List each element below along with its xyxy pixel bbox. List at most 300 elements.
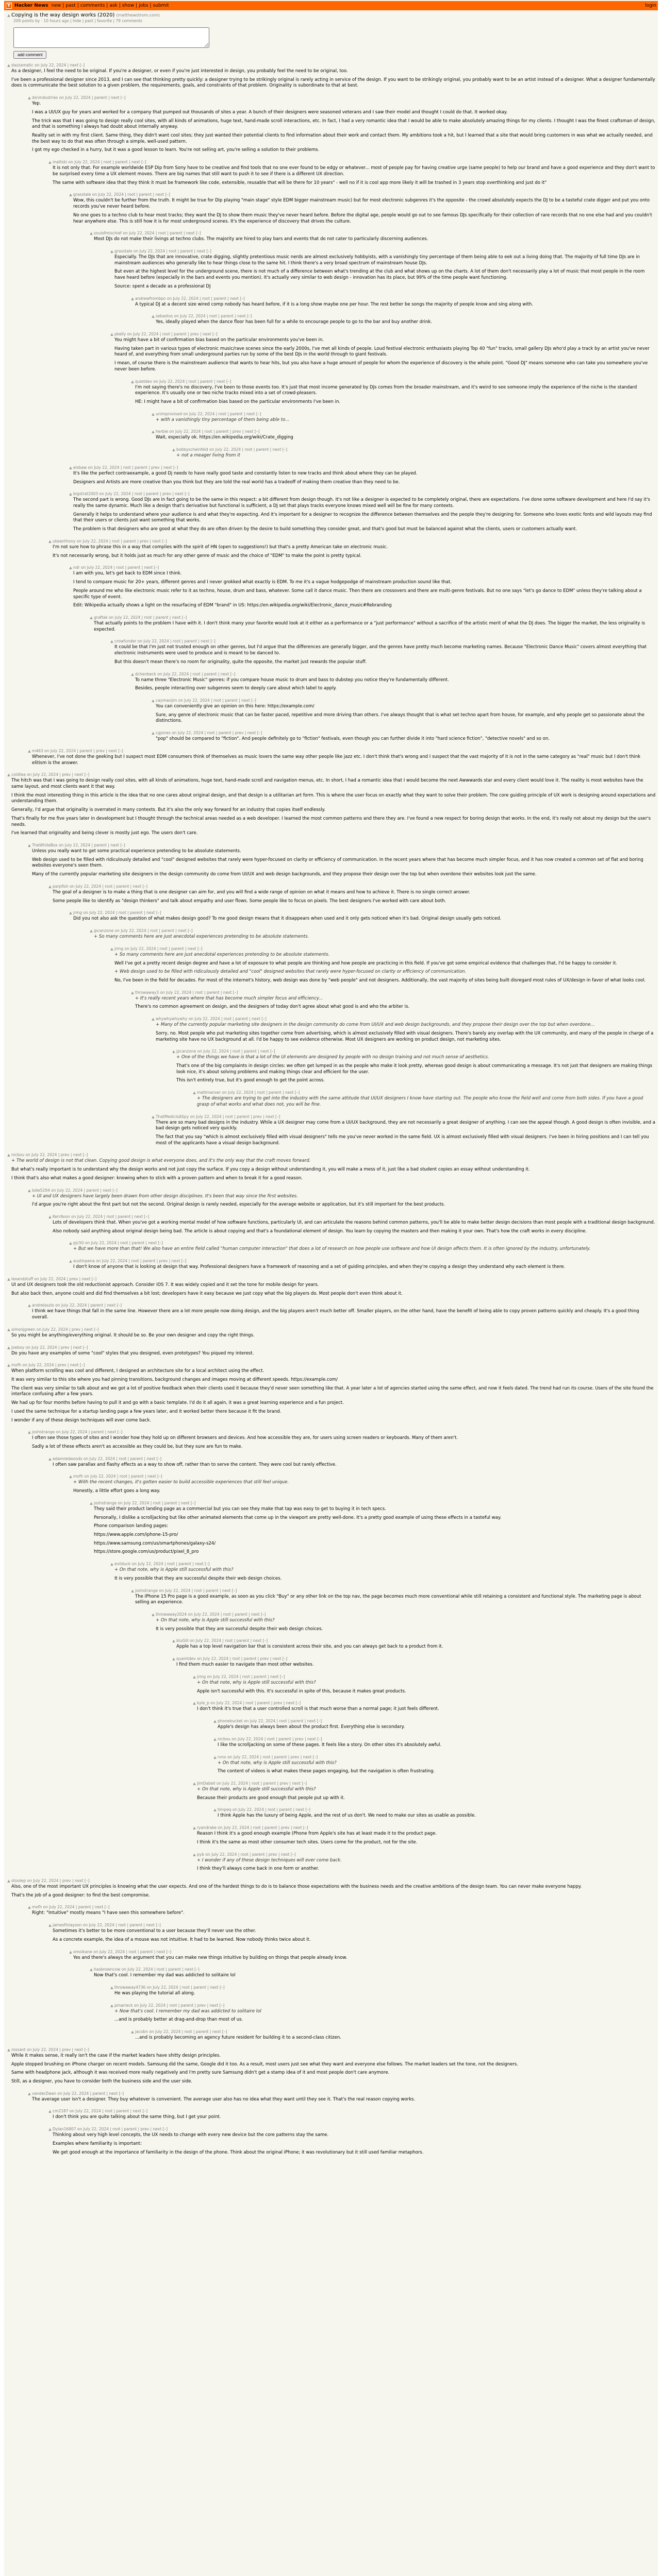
comment-head[interactable]: nicbou on July 22, 2024 | prev | next [–] — [11, 1153, 88, 1158]
upvote-icon[interactable]: ▲ — [7, 63, 10, 67]
comment-head[interactable]: quietdev on July 22, 2024 | root | parent | next [–] — [135, 379, 231, 384]
comment-head[interactable]: eisbaw on July 22, 2024 | root | parent | prev | next [–] — [73, 465, 178, 470]
comment-body — [218, 1737, 656, 1751]
upvote-icon[interactable]: ▲ — [7, 1363, 10, 1368]
comment-paragraph: Reality set in with my first client. Same thing, they didn't want cool sites; they just wanted their potential clients to find information about their work and contact them. My ambitions took a hit, but I learned that a site that would bring customers in was what we actually needed, and the best way to do that was often through a simple, well-used pattern. — [32, 133, 653, 144]
comment-head[interactable]: joshstrange on July 22, 2024 | root | parent | next [–] — [94, 1500, 196, 1505]
upvote-icon[interactable]: ▲ — [152, 314, 155, 319]
comment-paragraph: + The designers are trying to get into the industry with the same attitude that UI/UX designers I know have starting out. The people who know the field well and come from both sides. If you have a good grasp of what works and what does not, you will be fine. — [197, 1096, 643, 1107]
upvote-icon[interactable]: ▲ — [152, 430, 155, 434]
upvote-icon[interactable]: ▲ — [131, 990, 134, 995]
comment-paragraph: + On that note, why is Apple still successful with this? — [114, 1567, 234, 1573]
comment — [6, 990, 656, 1013]
comment-paragraph: Most DJs do not make their livings at techno clubs. The majority are hired to play bars and events that do not cater to particularly discerning audiences. — [94, 236, 428, 242]
comment-paragraph: HE: I might have a bit of confirmation bias based on the particular environments I've been in. — [135, 399, 341, 404]
upvote-icon[interactable]: ▲ — [48, 1456, 52, 1461]
comment-head[interactable]: bigstrat2003 on July 22, 2024 | root | parent | prev | next [–] — [73, 492, 190, 497]
upvote-icon[interactable]: ▲ — [131, 2030, 134, 2035]
comment-head[interactable]: mxfh on July 22, 2024 | prev | next [–] — [11, 1363, 85, 1368]
comment-paragraph: I like the scrolljacking on some of these pages. It feels like a story. On other sites it's absolutely awful. — [218, 1742, 442, 1748]
comment-head[interactable]: kyle_p on July 22, 2024 | root | parent | prev | next [–] — [197, 1701, 301, 1706]
comment — [6, 1950, 656, 1964]
comment-head[interactable]: jpcanzone on July 22, 2024 | root | parent | next [–] — [94, 928, 193, 934]
upvote-icon[interactable]: ▲ — [7, 773, 10, 777]
comment-paragraph: Still, as a designer, you have to consider both the business side and the user side. — [11, 2079, 193, 2084]
comment — [6, 231, 656, 245]
comment-head[interactable]: adamredwoods on July 22, 2024 | root | parent | next [–] — [53, 1456, 162, 1461]
comment-text — [73, 497, 656, 533]
comment-body — [53, 1923, 656, 1945]
story-site[interactable]: (matthewstrom.com) — [116, 13, 160, 18]
comment-paragraph: "pop" should be compared to "fiction". And people definitely go to "fiction" festivals, even though you can further divide it into "hard science fiction", "detective novels" and so on. — [156, 736, 550, 742]
comment-body — [156, 314, 656, 328]
comment-text — [135, 2035, 656, 2041]
nav-new[interactable]: new — [51, 3, 61, 8]
comment — [6, 2029, 656, 2044]
comment-paragraph: + Now that's cool. I remember my dad was addicted to solitaire lol — [114, 2008, 261, 2014]
upvote-icon[interactable]: ▲ — [69, 193, 72, 197]
comment-head[interactable]: austinpena on July 22, 2024 | root | parent | prev | next [–] — [73, 1259, 187, 1264]
comment-body — [53, 884, 656, 907]
upvote-icon[interactable]: ▲ — [213, 1808, 217, 1812]
story-subtext: 209 points by · 10 hours ago | hide | past | favorite | 79 comments — [13, 19, 142, 23]
comment-paragraph: Examples where familiarity is important: — [53, 2141, 142, 2146]
comment-paragraph: That actually points to the problem I have with it. I don't think many your favorite would look at it either as a performance or a "just performance" without a sacrifice of the artistic merit of what the DJ does. The bigger the market, the less originality is expected. — [94, 620, 646, 632]
upvote-icon[interactable]: ▲ — [69, 1950, 72, 1954]
comment-text — [156, 319, 656, 326]
upvote-icon[interactable]: ▲ — [152, 1613, 155, 1617]
comment-text — [135, 302, 656, 308]
comment-text — [218, 1813, 656, 1819]
comment-paragraph: But also back then, anyone could and did find themselves a bit lost; developers have it easy because we just copy what the big players do. Most people don't even think about it. — [11, 1291, 403, 1296]
comment-text — [135, 385, 656, 405]
comment-head[interactable]: mattski on July 22, 2024 | root | parent | next [–] — [53, 160, 146, 165]
comment-head[interactable]: omoikane on July 22, 2024 | root | parent | next [–] — [73, 1949, 172, 1954]
comment-head[interactable]: jamesfinlayson on July 22, 2024 | root | parent | next [–] — [53, 1923, 161, 1928]
upvote-icon[interactable]: ▲ — [131, 1588, 134, 1593]
comment-body — [11, 2047, 656, 2088]
site-brand[interactable]: Hacker News — [14, 3, 48, 8]
comment-head[interactable]: nicbou on July 22, 2024 | root | parent | prev | next [–] — [218, 1736, 322, 1741]
comment-text — [197, 1831, 656, 1845]
comment-head[interactable]: ukeanthony on July 22, 2024 | root | parent | prev | next [–] — [53, 538, 167, 544]
upvote-icon[interactable]: ▲ — [110, 2003, 113, 2008]
comment-body — [11, 1363, 656, 1426]
comment-paragraph: Apple has a top level navigation bar that is consistent across their site, and you can always get back to a product from it. — [176, 1644, 443, 1650]
comment — [6, 672, 656, 694]
comment-body — [176, 447, 656, 462]
comment-text — [11, 778, 656, 837]
comment-body — [53, 2109, 656, 2123]
nav-comments[interactable]: comments — [80, 3, 105, 8]
comment-head[interactable]: joshstrange on July 22, 2024 | parent | next [–] — [32, 1430, 123, 1435]
comment-paragraph: I find them much easier to navigate than most other websites. — [176, 1662, 314, 1668]
comment-body — [114, 946, 656, 987]
comment — [6, 615, 656, 635]
comment-head[interactable]: rvnx on July 22, 2024 | root | parent | prev | next [–] — [218, 1754, 318, 1759]
upvote-icon[interactable]: ▲ — [28, 1905, 31, 1910]
upvote-icon[interactable]: ▲ — [28, 843, 31, 848]
upvote-icon[interactable]: ▲ — [213, 1719, 217, 1724]
comment-paragraph: There are so many bad designs in the industry. While a UX designer may come from a UI/UX background, they are not necessarily a great designer of anything. I can see the appeal though. A good design is often invisible, and a bad design gets noticed very quickly. — [156, 1120, 655, 1131]
comment-body — [73, 910, 656, 925]
comment-body — [53, 1214, 656, 1237]
page — [4, 0, 658, 2576]
comment-head[interactable]: phonebucket on July 22, 2024 | root | parent | next [–] — [218, 1719, 322, 1724]
comment-text — [11, 1333, 656, 1339]
comment-body — [218, 1755, 656, 1777]
comment-paragraph: Web design used to be filled with ridiculously detailed and "cool" designed websites that rarely were hyper-focused on clarity or efficiency of communication. In the recent years where that has become much simpler focus, and it has now created a common set of flat and boring websites everyone's seen them. — [32, 857, 643, 869]
upvote-icon[interactable]: ▲ — [172, 1049, 175, 1054]
upvote-icon[interactable]: ▲ — [90, 1501, 93, 1505]
upvote-icon[interactable]: ▲ — [193, 1826, 196, 1831]
comment-body — [156, 1016, 656, 1045]
comment-paragraph: To name three "Electronic Music" genres: if you compare house music to drum and bass to dubstep you notice they're fundamentally different. — [135, 677, 449, 683]
upvote-icon[interactable]: ▲ — [193, 1701, 196, 1706]
comment-head[interactable]: dchenbeck on July 22, 2024 | root | parent | next [–] — [135, 671, 236, 676]
comment-head[interactable]: throwaway4736 on July 22, 2024 | root | parent | next [–] — [114, 1985, 225, 1990]
comment-paragraph: I was a UI/UX guy for years and worked for a company that pumped out thousands of sites a year. A bunch of their designers were seasoned veterans and I saw their model and thought I could do that. It worked okay. — [32, 109, 508, 115]
upvote-icon[interactable]: ▲ — [193, 1781, 196, 1786]
comment-head[interactable]: joshstrange on July 22, 2024 | root | parent | next [–] — [135, 1588, 237, 1593]
comment-head[interactable]: dazzamatic on July 22, 2024 | next [–] — [11, 63, 85, 67]
upvote-icon[interactable]: ▲ — [28, 1188, 31, 1193]
story-title[interactable]: Copying is the way design works (2020) — [11, 12, 115, 18]
comment-body — [73, 565, 656, 612]
comment-paragraph: As a designer, I feel the need to be original. If you're a designer, or even if you're just interested in design, you probably feel the need to be original, too. — [11, 69, 348, 74]
comment-head[interactable]: quaintdev on July 22, 2024 | root | parent | prev | next [–] — [176, 1656, 288, 1662]
comment-head[interactable]: jpcanzone on July 22, 2024 | root | parent | next [–] — [176, 1049, 275, 1054]
comment-input[interactable] — [13, 27, 209, 48]
comment-head[interactable]: pmarreck on July 22, 2024 | root | parent | prev | next [–] — [114, 2003, 225, 2008]
comment-paragraph: It could be that I'm just not trusted enough on other genres, but I'd argue that the differences are generally bigger, and the genres have pretty much become marketing names. Because "Electronic Dance Music" covers almost everything that electronic instruments were used to produce and is meant to be danced to. — [114, 645, 647, 656]
comment — [6, 1755, 656, 1777]
comment-head[interactable]: caymanjim on July 22, 2024 | root | parent | next [–] — [156, 698, 256, 703]
comment-body — [73, 1259, 656, 1273]
upvote-icon[interactable]: ▲ — [7, 1153, 10, 1158]
comment-text — [11, 1351, 656, 1357]
comment-text — [114, 255, 656, 290]
upvote-icon[interactable]: ▲ — [193, 1852, 196, 1857]
comment-paragraph: Also, one of the most important UX principles is knowing what the user expects. And one of the hardest things to do is to balance those expectations with the business needs and the creative ambitions of the design team. You can never make everyone happy. — [11, 1884, 582, 1889]
comment-head[interactable]: hasbrowncow on July 22, 2024 | root | parent | next [–] — [94, 1967, 200, 1972]
comment-text — [11, 1282, 656, 1297]
comment-body — [135, 1588, 656, 1608]
comment-head[interactable]: mattmanser on July 22, 2024 | root | parent | next [–] — [197, 1090, 300, 1095]
upvote-icon[interactable]: ▲ — [152, 698, 155, 703]
upvote-icon[interactable]: ▲ — [48, 2127, 52, 2132]
comment-paragraph: There's no common agreement on design, and the designers of today don't agree about what good is and who the arbiter is. — [135, 1004, 410, 1010]
comment-text — [73, 1955, 656, 1961]
comment-text — [53, 165, 656, 186]
comment-head[interactable]: jrmg on July 22, 2024 | root | parent | next [–] — [73, 910, 161, 916]
upvote-icon[interactable]: ▲ — [152, 412, 155, 416]
comment-head[interactable]: timpeq on July 22, 2024 | root | parent | next [–] — [218, 1807, 310, 1812]
comment-text — [156, 435, 656, 441]
comment-paragraph: Honestly, a little effort goes a long way. — [73, 1488, 160, 1494]
upvote-icon[interactable]: ▲ — [7, 2047, 10, 2052]
upvote-icon[interactable]: ▲ — [152, 1114, 155, 1119]
comment-head[interactable]: otoolep on July 22, 2024 | prev | next [–] — [11, 1878, 90, 1883]
comment-head[interactable]: Dylan16807 on July 22, 2024 | root | parent | prev | next [–] — [53, 2127, 168, 2132]
comment-head[interactable]: grasstale on July 22, 2024 | root | parent | next [–] — [114, 248, 211, 253]
comment-head[interactable]: soulofmischief on July 22, 2024 | root | parent | next [–] — [94, 231, 201, 236]
comment-body — [11, 63, 656, 92]
upvote-icon[interactable]: ▲ — [28, 2091, 31, 2096]
comment-head[interactable]: lexandstuff on July 22, 2024 | prev | next [–] — [11, 1276, 97, 1281]
upvote-icon[interactable]: ▲ — [90, 615, 93, 620]
comment — [6, 1277, 656, 1299]
comment-head[interactable]: pjc50 on July 22, 2024 | root | parent | next [–] — [73, 1241, 163, 1246]
comment-body — [135, 2029, 656, 2044]
comment-head[interactable]: vanderZwan on July 22, 2024 | parent | next [–] — [32, 2091, 124, 2096]
comment-text — [156, 1618, 656, 1632]
comment-paragraph: We had up for four months before having to pull it and go with a basic template. I'd do it all again, it was a great learning experience and a fun project. — [11, 1400, 344, 1406]
upvote-icon[interactable]: ▲ — [90, 1968, 93, 1972]
comment — [6, 1985, 656, 1999]
comment-paragraph: Apple's design has always been about the product first. Everything else is secondary. — [218, 1724, 405, 1730]
comment-paragraph: Wow, this couldn't be further from the truth. It might be true for Dip playing "main stage" style EDM bigger mainstream music) but for most electronic subgenres it's the opposite - the crowd absolutely expects the DJ to be a tasteful crate digger and put you onto records you've never heard before. — [73, 198, 650, 210]
comment-paragraph: This isn't entirely true, but it's good enough to get the point across. — [176, 1078, 325, 1083]
comment-paragraph: + So many comments here are just anecdotal experiences pretending to be absolute statements. — [94, 934, 309, 940]
nav-submit[interactable]: submit — [153, 3, 169, 8]
comment-paragraph: It is very possible that they are successful despite their web design choices. — [156, 1626, 323, 1632]
comment — [6, 884, 656, 907]
comment-paragraph: Yep. — [32, 101, 41, 107]
comment-text — [73, 1246, 656, 1252]
comment-body — [53, 2127, 656, 2158]
upvote-icon[interactable]: ▲ — [110, 249, 113, 253]
comment-body — [32, 2091, 656, 2106]
comment-paragraph: I think they'll always come back in one form or another. — [197, 1866, 319, 1872]
comment-paragraph: But what's really important is to understand why the design works and not just copy the surface. If you copy a design without understanding it, you will make a mess of it, just like a bad student copies an essay without understanding it. — [11, 1167, 530, 1173]
upvote-icon[interactable]: ▲ — [48, 884, 52, 889]
comment-text — [11, 1368, 656, 1423]
upvote-icon[interactable]: ▲ — [172, 1657, 175, 1662]
comment-text — [53, 1928, 656, 1943]
comment-paragraph: https://store.google.com/us/product/pixel_8_pro — [94, 1549, 199, 1555]
comment-paragraph: + not a meager living from it — [176, 453, 240, 459]
comment-text — [11, 2053, 656, 2085]
comment-paragraph: I think we have things that fall in the same line. However there are a lot more people now doing design, and the big players aren't much better off. Smaller players, on the other hand, have the benefit of being able to copy proven patterns quickly and cheaply. It's a good thing overall. — [32, 1309, 639, 1320]
upvote-icon[interactable]: ▲ — [48, 2109, 52, 2114]
comment — [6, 639, 656, 668]
comment-head[interactable]: cgjones on July 22, 2024 | root | parent | prev | next [–] — [156, 731, 262, 736]
comment-head[interactable]: mxfh on July 22, 2024 | parent | next [–] — [32, 1905, 110, 1910]
comment-paragraph: I think the most interesting thing in this article is the idea that no one cares about original design, and that design is a utilitarian art form. This is where the user focus on exactly what they want to solve their problem. The core guiding principle of UX work is designing around expectations and understanding them. — [11, 792, 656, 804]
comment-head[interactable]: simonjgreen on July 22, 2024 | prev | next [–] — [11, 1327, 99, 1332]
upvote-icon[interactable]: ▲ — [28, 1303, 31, 1308]
comment-body — [32, 1188, 656, 1211]
upvote-icon[interactable]: ▲ — [69, 566, 72, 570]
comment — [6, 1719, 656, 1733]
comment-body — [218, 1719, 656, 1733]
comment-paragraph: + Many of the currently popular marketing site designers in the design community do come from UI/UX and web design backgrounds, and they propose their design over the top but when overdone... — [156, 1022, 595, 1028]
comment-head[interactable]: jrmg on July 22, 2024 | root | parent | next [–] — [114, 946, 203, 951]
comment-head[interactable]: rossant on July 22, 2024 | prev | next [–] — [11, 2047, 89, 2052]
comment-paragraph: I used the same technique for a startup landing page a few years later, and it worked better there because it fit the brand. — [11, 1409, 282, 1414]
upvote-icon[interactable]: ▲ — [193, 1674, 196, 1679]
upvote-icon[interactable]: ▲ — [69, 1241, 72, 1246]
comment-head[interactable]: parpfish on July 22, 2024 | root | parent | next [–] — [53, 884, 148, 889]
upvote-icon[interactable]: ▲ — [48, 1215, 52, 1219]
upvote-icon[interactable]: ▲ — [7, 1878, 10, 1883]
nav-show[interactable]: show — [122, 3, 135, 8]
comment — [6, 447, 656, 462]
upvote-icon[interactable]: ▲ — [110, 1986, 113, 1990]
comment-head[interactable]: throwaway3 on July 22, 2024 | root | parent | next [–] — [135, 990, 238, 995]
comment-body — [114, 1985, 656, 1999]
comment-text — [32, 849, 656, 878]
upvote-icon[interactable]: ▲ — [131, 296, 134, 301]
comment-head[interactable]: andrelaszlo on July 22, 2024 | parent | next [–] — [32, 1303, 122, 1308]
comment-head[interactable]: sebastos on July 22, 2024 | root | parent | next [–] — [156, 314, 252, 319]
upvote-icon[interactable]: ▲ — [213, 1755, 217, 1759]
comment-text — [135, 1594, 656, 1606]
comment-paragraph: The second part is wrong. Good DJs are in fact going to be the same in this respect: a bit different from design though. It's not like a designer is expected to be completely original, there are expectations. I've done some software development and here I'd say it's really the same dynamic. Much like a design that's derivative but functional is sufficient, a DJ set that plays tracks everyone knows mixed well will be fine for many contexts. — [73, 497, 650, 509]
upvote-icon[interactable]: ▲ — [131, 379, 134, 384]
comment-head[interactable]: pyb on July 22, 2024 | root | parent | prev | next [–] — [197, 1852, 296, 1857]
comment-paragraph: Did you not also ask the question of what makes design good? To me good design means that it disappears when used and it only gets noticed when it's bad. Original design usually gets noticed. — [73, 916, 502, 922]
comment-text — [53, 1462, 656, 1468]
comment — [6, 2127, 656, 2158]
upvote-icon[interactable]: ▲ — [90, 231, 93, 236]
upvote-icon[interactable]: ▲ — [7, 13, 10, 18]
comment-paragraph: The trick was that I was going to design really cool sites, with all kinds of animations, huge text, hand-made scroll interactions, etc. In fact, I had a very romantic idea that I would be able to make absolutely amazing things for my clients. I thought I was the finest craftsman of design, and that is something I always had doubt about internally anyway. — [32, 118, 655, 130]
upvote-icon[interactable]: ▲ — [48, 1923, 52, 1928]
comment-text — [32, 101, 656, 154]
comment-head[interactable]: JimDabell on July 22, 2024 | root | parent | prev | next [–] — [197, 1781, 307, 1786]
comment-paragraph: + With the recent changes, it's gotten easier to build accessible experiences that still feel unique. — [73, 1480, 289, 1485]
comment-head[interactable]: m463 on July 22, 2024 | parent | prev | next [–] — [32, 748, 123, 753]
comment-head[interactable]: cm2187 on July 22, 2024 | root | parent | next [–] — [53, 2109, 148, 2114]
upvote-icon[interactable]: ▲ — [90, 929, 93, 934]
upvote-icon[interactable]: ▲ — [110, 639, 113, 644]
comment-head[interactable]: jacobn on July 22, 2024 | root | parent | next [–] — [135, 2029, 227, 2035]
comment-text — [53, 545, 656, 559]
comment-head[interactable]: herbie on July 22, 2024 | root | parent | prev | next [–] — [156, 429, 260, 434]
comment-paragraph: Sorry, no. Most people who put marketing sites together come from advertising, which is almost exclusively filled with visual designers. There's barely any overlap with the UX community, and many of the people in charge of a marketing site have no UX background at all. I'd be happy to see evidence otherwise. Most UX designers are working on product design, not marketing sites. — [156, 1030, 654, 1042]
comment-paragraph: I've learned that originality and being clever is mostly just ego. The users don't care. — [11, 831, 198, 836]
upvote-icon[interactable]: ▲ — [172, 1639, 175, 1643]
comment-text — [94, 1973, 656, 1979]
hn-logo-icon[interactable]: Y — [6, 3, 12, 9]
comment-head[interactable]: TheWhiteBox on July 22, 2024 | parent | next [–] — [32, 843, 125, 848]
comment-head[interactable]: Joeboy on July 22, 2024 | prev | next [–] — [11, 1345, 88, 1350]
comment-head[interactable]: crowfunder on July 22, 2024 | root | parent | next [–] — [114, 639, 216, 644]
comment-head[interactable]: jrmg on July 22, 2024 | root | parent | next [–] — [197, 1674, 285, 1679]
nav-ask[interactable]: ask — [109, 3, 118, 8]
comment-head[interactable]: whywhywhywhy on July 22, 2024 | root | parent | next [–] — [156, 1016, 267, 1022]
comment-text — [32, 1435, 656, 1450]
comment-head[interactable]: pkelly on July 22, 2024 | root | parent | prev | next [–] — [114, 331, 218, 336]
upvote-icon[interactable]: ▲ — [48, 539, 52, 544]
comment-paragraph: https://www.samsung.com/us/smartphones/galaxy-s24/ — [94, 1540, 216, 1546]
upvote-icon[interactable]: ▲ — [110, 946, 113, 951]
comment-head[interactable]: andrewfrombpo on July 22, 2024 | root | parent | next [–] — [135, 296, 245, 301]
comment — [6, 1241, 656, 1255]
comment-head[interactable]: bluGill on July 22, 2024 | root | parent | next [–] — [176, 1638, 268, 1643]
comment — [6, 192, 656, 227]
upvote-icon[interactable]: ▲ — [69, 1475, 72, 1479]
upvote-icon[interactable]: ▲ — [28, 1430, 31, 1435]
comment-body — [197, 1825, 656, 1848]
upvote-icon[interactable]: ▲ — [69, 1259, 72, 1264]
comment-text — [156, 1120, 656, 1147]
comment-head[interactable]: throwaway2024 on July 22, 2024 | root | parent | next [–] — [156, 1612, 266, 1617]
upvote-icon[interactable]: ▲ — [110, 1562, 113, 1567]
upvote-icon[interactable]: ▲ — [110, 332, 113, 336]
comment — [6, 1852, 656, 1875]
comment — [6, 772, 656, 839]
comment-text — [197, 1858, 656, 1872]
nav-past[interactable]: past — [65, 3, 76, 8]
comment-paragraph: I mean, of course there is the mainstream audience that wants to hear hits, but you also have a huge amount of people for whom the experience of discovery is the whole point. "Good DJ" means someone who can take you somewhere you've never been before. — [114, 361, 648, 372]
comment — [6, 1737, 656, 1751]
comment-head[interactable]: ndr on July 22, 2024 | root | parent | next [–] — [73, 565, 159, 570]
comment-paragraph: Apple stopped brushing on iPhone charger on recent models. Samsung did the same, Google did it too. As a result, most users just see what they want and everyone else follows. The market leaders set the tone, not the designers. — [11, 2061, 518, 2067]
nav-jobs[interactable]: jobs — [139, 3, 148, 8]
upvote-icon[interactable]: ▲ — [28, 749, 31, 753]
upvote-icon[interactable]: ▲ — [152, 1017, 155, 1022]
upvote-icon[interactable]: ▲ — [131, 672, 134, 676]
comment-head[interactable]: mxfh on July 22, 2024 | root | parent | next [–] — [73, 1474, 162, 1479]
upvote-icon[interactable]: ▲ — [7, 1277, 10, 1281]
comment-paragraph: ...and is probably becoming an agency future resident for building it to a second-class citizen. — [135, 2035, 341, 2041]
comment-paragraph: https://www.apple.com/iphone-15-pro/ — [94, 1532, 178, 1537]
upvote-icon[interactable]: ▲ — [193, 1091, 196, 1095]
comment-text — [218, 1742, 656, 1749]
comment-head[interactable]: dsnindustries on July 22, 2024 | parent | next [–] — [32, 95, 126, 100]
comment-head[interactable]: ThatMedicIsASpy on July 22, 2024 | root | parent | prev | next [–] — [156, 1114, 280, 1119]
upvote-icon[interactable]: ▲ — [7, 1327, 10, 1332]
comment-head[interactable]: coldtea on July 22, 2024 | prev | next [–] — [11, 772, 90, 777]
comment-head[interactable]: graftak on July 22, 2024 | root | parent | next [–] — [94, 615, 187, 620]
comment — [6, 1656, 656, 1671]
upvote-icon[interactable]: ▲ — [7, 1345, 10, 1350]
comment-paragraph: You can conveniently give an opinion on this here: https://example.com/ — [156, 703, 315, 709]
comment-paragraph: Yes, ideally played when the dance floor has been full for a while to encourage people to go to the bar and buy another drink. — [156, 319, 433, 325]
comment-head[interactable]: bobbyscheinfeld on July 22, 2024 | root | parent | next [–] — [176, 447, 288, 452]
comment-head[interactable]: grasstale on July 22, 2024 | root | parent | next [–] — [73, 192, 170, 197]
comment — [6, 412, 656, 426]
upvote-icon[interactable]: ▲ — [152, 731, 155, 736]
upvote-icon[interactable]: ▲ — [48, 160, 52, 165]
comment-head[interactable]: evilduck on July 22, 2024 | root | parent | next [–] — [114, 1562, 210, 1567]
comment-body — [53, 539, 656, 562]
comment-head[interactable]: unimprovised on July 22, 2024 | root | parent | next [–] — [156, 411, 261, 416]
upvote-icon[interactable]: ▲ — [69, 465, 72, 470]
comment — [6, 249, 656, 293]
upvote-icon[interactable]: ▲ — [213, 1737, 217, 1741]
add-comment-button[interactable]: add comment — [13, 51, 46, 59]
comment-body — [32, 843, 656, 880]
comment-head[interactable]: bdw5204 on July 22, 2024 | parent | next [–] — [32, 1188, 118, 1193]
comment-paragraph: He was playing the tutorial all along. — [114, 1991, 195, 1996]
comment — [6, 1612, 656, 1635]
comment-head[interactable]: KerrAvon on July 22, 2024 | root | parent | next [–] — [53, 1214, 150, 1219]
upvote-icon[interactable]: ▲ — [69, 492, 72, 497]
comment-paragraph: I am with you, let's get back to EDM since I think. — [73, 571, 182, 577]
comment-head[interactable]: ryandrake on July 22, 2024 | root | parent | prev | next [–] — [197, 1825, 308, 1831]
comment-paragraph: As a concrete example, the idea of a mouse was not intuitive. It had to be learned. Now nobody thinks twice about it. — [53, 1937, 311, 1942]
login-link[interactable]: login — [645, 3, 656, 8]
upvote-icon[interactable]: ▲ — [69, 911, 72, 916]
comment-paragraph: + But we have more than that! We also have an entire field called "human computer interaction" that does a lot of research on how people use software and how UI design affects them. It is often ignored by the industry, unfortunately. — [73, 1246, 591, 1252]
upvote-icon[interactable]: ▲ — [172, 448, 175, 452]
upvote-icon[interactable]: ▲ — [28, 96, 31, 100]
comment-text — [135, 677, 656, 692]
